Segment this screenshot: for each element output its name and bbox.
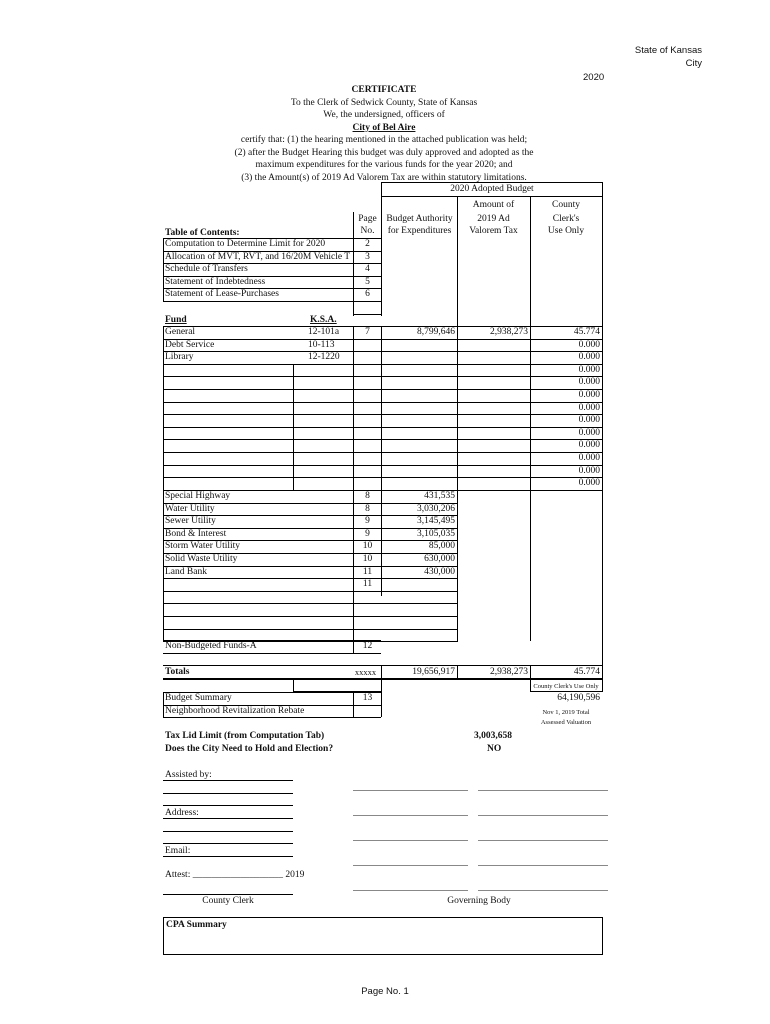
toc-label: Schedule of Transfers [165, 264, 248, 275]
fund-tax [458, 339, 528, 352]
nonbudget-page-left [353, 640, 354, 654]
fund-budget [382, 402, 455, 415]
other-col-page [353, 490, 354, 641]
other-fund-name [165, 591, 352, 604]
fund-tax [458, 376, 528, 389]
table-top-border [381, 182, 603, 183]
other-fund-page: 11 [362, 579, 373, 590]
other-fund-page: 11 [362, 566, 373, 577]
fund-budget [382, 465, 455, 478]
adopted-budget-header: 2020 Adopted Budget [450, 184, 534, 194]
fund-rate: 0.000 [578, 478, 600, 489]
fund-name: Library [165, 352, 194, 363]
non-budgeted-page: 12 [362, 641, 373, 651]
valuation-amount: 64,190,596 [557, 693, 600, 703]
fund-budget [382, 364, 455, 377]
fund-page [354, 339, 381, 352]
gov-sig-1a [353, 790, 468, 791]
other-fund-budget: 3,145,495 [417, 516, 455, 527]
fund-ksa [308, 452, 353, 465]
summary-row-bottom [163, 717, 381, 718]
fund-name [165, 452, 293, 465]
other-fund-page [354, 616, 381, 629]
other-fund-name: Sewer Utility [165, 516, 216, 527]
email-line-1 [163, 856, 293, 857]
city-name: City of Bel Aire [352, 122, 416, 133]
fund-tax [458, 465, 528, 478]
fund-budget [382, 351, 455, 364]
toc-page: 6 [365, 289, 370, 300]
fund-page [354, 389, 381, 402]
cpa-summary-title: CPA Summary [166, 920, 227, 930]
summary-label: Budget Summary [165, 693, 232, 703]
fund-rate: 0.000 [578, 339, 600, 350]
election-value: NO [487, 744, 502, 754]
totals-bottom [163, 678, 603, 680]
other-fund-page: 9 [365, 528, 370, 539]
fund-ksa [308, 376, 353, 389]
valuation-top [530, 691, 603, 692]
fund-tax: 2,938,273 [490, 327, 528, 337]
certificate-title: CERTIFICATE [351, 85, 417, 95]
fund-tax [458, 427, 528, 440]
tax-header-2: Valorem Tax [469, 226, 518, 236]
toc-label: Statement of Indebtedness [165, 276, 266, 287]
fund-col-tax [530, 326, 531, 490]
state-label: State of Kansas [634, 45, 702, 56]
election-label: Does the City Need to Hold and Election? [165, 744, 334, 754]
fund-name [165, 465, 293, 478]
county-use-note: County Clerk's Use Only [533, 683, 599, 690]
fund-page [354, 402, 381, 415]
summary-label: Neighborhood Revitalization Rebate [165, 705, 305, 716]
totals-label: Totals [165, 667, 190, 677]
toc-label: Allocation of MVT, RVT, and 16/20M Vehicle T [165, 251, 351, 262]
fund-budget: 8,799,646 [417, 327, 455, 337]
fund-page [354, 376, 381, 389]
governing-body-label: Governing Body [447, 896, 511, 906]
fund-name [165, 414, 293, 427]
amount-of-header: Amount of [472, 200, 515, 210]
county-header: County [552, 200, 580, 210]
gov-sig-5a [353, 890, 468, 891]
table-header-bottom [381, 196, 603, 197]
other-fund-budget: 3,030,206 [417, 503, 455, 514]
other-fund-page: 9 [365, 516, 370, 527]
fund-budget [382, 427, 455, 440]
other-fund-page: 10 [362, 541, 373, 552]
other-fund-page: 10 [362, 554, 373, 564]
valuation-note-1: Nov 1, 2019 Total [542, 709, 590, 716]
fund-heading: Fund [165, 315, 187, 325]
fund-ksa [308, 414, 353, 427]
other-fund-page: 8 [365, 503, 370, 514]
totals-top [163, 665, 603, 666]
county-note-box-left [530, 680, 531, 691]
other-fund-name: Bond & Interest [165, 528, 227, 539]
summary-page [354, 705, 381, 718]
email-label: Email: [165, 846, 191, 856]
fund-page: 7 [365, 327, 370, 337]
fund-page [354, 452, 381, 465]
fund-rate: 45.774 [573, 327, 600, 337]
toc-page: 4 [365, 264, 370, 275]
gov-sig-4a [353, 865, 468, 866]
fund-name [165, 364, 293, 377]
certificate-line-3: certify that: (1) the hearing mentioned in the attached publication was held; [240, 135, 528, 145]
fund-budget [382, 439, 455, 452]
fund-rate: 0.000 [578, 390, 600, 400]
attest-line: Attest: ___________________ 2019 [165, 870, 305, 880]
fund-name: Debt Service [165, 339, 215, 350]
fund-col-ksa [293, 364, 294, 490]
fund-name [165, 427, 293, 440]
budget-year: 2020 [583, 72, 605, 83]
other-fund-name: Water Utility [165, 503, 215, 514]
gov-sig-3b [478, 840, 608, 841]
address-line-1 [163, 818, 293, 819]
certificate-line-1: To the Clerk of Sedwick County, State of Kansas [290, 97, 478, 108]
other-col-budget [457, 490, 458, 641]
other-fund-name: Solid Waste Utility [165, 554, 238, 564]
fund-ksa [308, 439, 353, 452]
fund-ksa [308, 427, 353, 440]
certificate-line-6: (3) the Amount(s) of 2019 Ad Valorem Tax are within statutory limitations. [241, 172, 527, 183]
fund-name [165, 376, 293, 389]
totals-rate: 45.774 [573, 667, 600, 677]
other-fund-name: Special Highway [165, 491, 231, 501]
fund-tax [458, 364, 528, 377]
entity-type-label: City [685, 58, 702, 69]
fund-tax [458, 439, 528, 452]
fund-ksa [308, 402, 353, 415]
fund-page [354, 465, 381, 478]
summary-left [163, 692, 164, 717]
summary-top [163, 692, 381, 693]
other-fund-budget: 430,000 [424, 566, 455, 577]
fund-tax [458, 351, 528, 364]
ksa-heading: K.S.A. [310, 315, 337, 325]
tax-lid-label: Tax Lid Limit (from Computation Tab) [165, 731, 325, 741]
other-fund-budget [382, 629, 455, 642]
other-col-tax [530, 490, 531, 641]
address-line-0 [163, 805, 293, 806]
toc-label: Computation to Determine Limit for 2020 [165, 239, 326, 249]
clerk-signature-line [163, 894, 293, 895]
other-fund-budget [382, 616, 455, 629]
fund-name [165, 477, 293, 490]
fund-budget [382, 414, 455, 427]
totals-budget: 19,656,917 [412, 667, 455, 677]
fund-budget [382, 389, 455, 402]
toc-label: Statement of Lease-Purchases [165, 289, 279, 300]
totals-tax: 2,938,273 [490, 667, 528, 677]
fund-rate: 0.000 [578, 364, 600, 375]
toc-left [163, 238, 164, 301]
fund-budget [382, 376, 455, 389]
fund-rate: 0.000 [578, 352, 600, 363]
other-fund-budget [382, 591, 455, 604]
fund-rate: 0.000 [578, 402, 600, 413]
fund-ksa [308, 364, 353, 377]
fund-name [165, 389, 293, 402]
fund-page [354, 439, 381, 452]
fund-tax [458, 477, 528, 490]
totals-page: xxxxx [354, 667, 377, 677]
fund-page [354, 414, 381, 427]
toc-page: 2 [365, 239, 370, 249]
fund-tax [458, 414, 528, 427]
fund-rate: 0.000 [578, 453, 600, 463]
county-header-2: Use Only [547, 226, 585, 236]
fund-col-budget [457, 326, 458, 490]
other-fund-page [354, 603, 381, 616]
county-clerk-label: County Clerk [202, 896, 254, 906]
fund-ksa: 10-113 [308, 339, 335, 350]
gov-sig-2a [353, 815, 468, 816]
fund-ksa: 12-101a [308, 327, 340, 337]
nonbudget-bottom [163, 653, 381, 654]
page-header-1: Page [358, 214, 377, 224]
budget-authority-header-1: Budget Authority [386, 214, 453, 224]
email-line-0 [163, 843, 293, 844]
fund-budget [382, 477, 455, 490]
fund-page [354, 364, 381, 377]
other-col-left [163, 490, 164, 641]
other-fund-budget [382, 603, 455, 616]
other-fund-budget: 630,000 [424, 554, 455, 564]
budget-authority-header-2: for Expenditures [387, 226, 452, 236]
other-fund-budget [382, 578, 455, 591]
assisted-line-1 [163, 780, 293, 781]
assisted-by-label: Assisted by: [165, 770, 212, 780]
fund-page [354, 427, 381, 440]
address-line-2 [163, 831, 293, 832]
gov-sig-4b [478, 865, 608, 866]
other-fund-budget: 3,105,035 [417, 528, 455, 539]
tax-header-1: 2019 Ad [477, 214, 510, 224]
gov-sig-3a [353, 840, 468, 841]
fund-budget [382, 339, 455, 352]
fund-ksa [308, 477, 353, 490]
certificate-block [150, 84, 618, 184]
fund-rate: 0.000 [578, 427, 600, 438]
cpa-summary-box [163, 917, 603, 955]
fund-budget [382, 452, 455, 465]
valuation-note-2: Assessed Valuation [540, 719, 592, 726]
other-fund-name: Land Bank [165, 566, 207, 577]
other-fund-page [354, 591, 381, 604]
fund-name: General [165, 327, 196, 337]
gov-sig-5b [478, 890, 608, 891]
fund-rate: 0.000 [578, 465, 600, 476]
fund-name [165, 402, 293, 415]
fund-rate: 0.000 [578, 440, 600, 451]
certificate-line-5: maximum expenditures for the various funds for the year 2020; and [255, 160, 513, 170]
fund-page [354, 351, 381, 364]
fund-tax [458, 452, 528, 465]
fund-name [165, 439, 293, 452]
certificate-line-2: We, the undersigned, officers of [323, 110, 445, 120]
toc-row-extra [354, 314, 381, 315]
fund-page [354, 477, 381, 490]
toc-heading: Table of Contents: [165, 228, 240, 238]
summary-page: 13 [362, 693, 373, 703]
fund-ksa [308, 389, 353, 402]
other-fund-name [165, 616, 352, 629]
empty-row-right [381, 679, 382, 692]
certificate-line-4: (2) after the Budget Hearing this budget was duly approved and adopted as the [234, 147, 534, 158]
other-fund-name [165, 578, 352, 591]
empty-row-top [293, 679, 381, 680]
col-right-border [602, 182, 603, 691]
non-budgeted-label: Non-Budgeted Funds-A [165, 641, 257, 651]
fund-tax [458, 389, 528, 402]
col-left-border [381, 182, 382, 316]
fund-col-page [353, 326, 354, 490]
toc-page: 5 [365, 276, 370, 287]
address-label: Address: [165, 808, 199, 818]
fund-col-left [163, 326, 164, 490]
gov-sig-2b [478, 815, 608, 816]
county-header-1: Clerk's [552, 214, 580, 224]
gov-sig-1b [478, 790, 608, 791]
page-number: Page No. 1 [361, 986, 409, 997]
summary-page-left [353, 692, 354, 717]
fund-ksa: 12-1220 [308, 352, 340, 363]
fund-rate: 0.000 [578, 415, 600, 426]
summary-right [381, 692, 382, 717]
tax-lid-value: 3,003,658 [474, 731, 512, 741]
other-fund-name: Storm Water Utility [165, 541, 241, 552]
empty-row-left [293, 679, 294, 692]
toc-page: 3 [365, 251, 370, 262]
fund-ksa [308, 465, 353, 478]
other-fund-budget: 431,535 [424, 491, 455, 501]
assisted-line-2 [163, 793, 293, 794]
page-header-2: No. [360, 226, 375, 236]
fund-rate: 0.000 [578, 377, 600, 388]
other-fund-name [165, 603, 352, 616]
other-fund-page: 8 [365, 491, 370, 501]
fund-tax [458, 402, 528, 415]
other-fund-budget: 85,000 [428, 541, 455, 552]
toc-bottom [163, 301, 381, 302]
